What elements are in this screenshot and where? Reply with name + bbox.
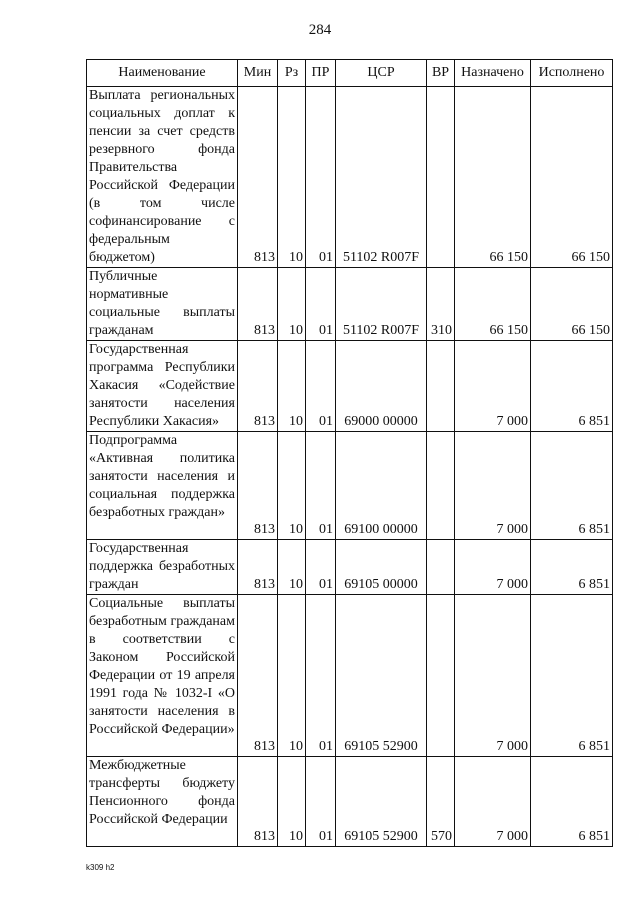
row-min: 813 bbox=[238, 432, 278, 540]
row-min: 813 bbox=[238, 341, 278, 432]
row-csr: 69000 00000 bbox=[336, 341, 427, 432]
row-name: Подпрограмма «Активная политика занятости населения и социальная поддержка безработных граждан» bbox=[87, 432, 238, 540]
row-assigned: 7 000 bbox=[455, 341, 531, 432]
row-min: 813 bbox=[238, 87, 278, 268]
row-rz: 10 bbox=[278, 595, 306, 757]
footer-code: k309 h2 bbox=[86, 863, 115, 872]
row-pr: 01 bbox=[306, 757, 336, 847]
header-assigned: Назначено bbox=[455, 60, 531, 87]
row-name: Публичные нормативные социальные выплаты гражданам bbox=[87, 268, 238, 341]
header-name: Наименование bbox=[87, 60, 238, 87]
row-pr: 01 bbox=[306, 432, 336, 540]
row-executed: 6 851 bbox=[531, 757, 613, 847]
row-executed: 6 851 bbox=[531, 540, 613, 595]
table-row bbox=[87, 87, 613, 268]
header-executed: Исполнено bbox=[531, 60, 613, 87]
row-vr: 570 bbox=[427, 757, 455, 847]
row-rz: 10 bbox=[278, 757, 306, 847]
row-csr: 69105 52900 bbox=[336, 595, 427, 757]
row-name: Государственная программа Республики Хакасия «Содействие занятости населения Республики Хакасия» bbox=[87, 341, 238, 432]
row-executed: 6 851 bbox=[531, 595, 613, 757]
row-csr: 69105 52900 bbox=[336, 757, 427, 847]
row-pr: 01 bbox=[306, 87, 336, 268]
row-executed: 6 851 bbox=[531, 341, 613, 432]
table-row bbox=[87, 432, 613, 540]
row-rz: 10 bbox=[278, 540, 306, 595]
row-name: Межбюджетные трансферты бюджету Пенсионного фонда Российской Федерации bbox=[87, 757, 238, 847]
row-rz: 10 bbox=[278, 87, 306, 268]
row-vr bbox=[427, 540, 455, 595]
row-csr: 69100 00000 bbox=[336, 432, 427, 540]
header-min: Мин bbox=[238, 60, 278, 87]
row-rz: 10 bbox=[278, 432, 306, 540]
row-min: 813 bbox=[238, 757, 278, 847]
row-assigned: 66 150 bbox=[455, 87, 531, 268]
header-rz: Рз bbox=[278, 60, 306, 87]
header-pr: ПР bbox=[306, 60, 336, 87]
row-name: Выплата региональных социальных доплат к пенсии за счет средств резервного фонда Правительства Российской Федерации (в том числе софинансирование с федеральным бюджетом) bbox=[87, 87, 238, 268]
row-min: 813 bbox=[238, 540, 278, 595]
table-row bbox=[87, 540, 613, 595]
row-executed: 66 150 bbox=[531, 87, 613, 268]
row-executed: 6 851 bbox=[531, 432, 613, 540]
row-min: 813 bbox=[238, 595, 278, 757]
row-executed: 66 150 bbox=[531, 268, 613, 341]
budget-table bbox=[86, 59, 613, 847]
row-assigned: 66 150 bbox=[455, 268, 531, 341]
row-assigned: 7 000 bbox=[455, 757, 531, 847]
row-assigned: 7 000 bbox=[455, 432, 531, 540]
row-min: 813 bbox=[238, 268, 278, 341]
row-assigned: 7 000 bbox=[455, 595, 531, 757]
row-assigned: 7 000 bbox=[455, 540, 531, 595]
row-name: Социальные выплаты безработным гражданам в соответствии с Законом Российской Федерации от 19 апреля 1991 года № 1032-I «О занятости населения в Российской Федерации» bbox=[87, 595, 238, 757]
table-row bbox=[87, 341, 613, 432]
row-rz: 10 bbox=[278, 341, 306, 432]
table-row bbox=[87, 268, 613, 341]
header-vr: ВР bbox=[427, 60, 455, 87]
row-vr bbox=[427, 595, 455, 757]
header-row bbox=[87, 60, 613, 87]
row-vr bbox=[427, 432, 455, 540]
row-vr: 310 bbox=[427, 268, 455, 341]
row-csr: 69105 00000 bbox=[336, 540, 427, 595]
row-csr: 51102 R007F bbox=[336, 268, 427, 341]
row-pr: 01 bbox=[306, 268, 336, 341]
row-vr bbox=[427, 341, 455, 432]
header-csr: ЦСР bbox=[336, 60, 427, 87]
table-row bbox=[87, 595, 613, 757]
row-name: Государственная поддержка безработных граждан bbox=[87, 540, 238, 595]
row-rz: 10 bbox=[278, 268, 306, 341]
row-vr bbox=[427, 87, 455, 268]
row-pr: 01 bbox=[306, 595, 336, 757]
row-pr: 01 bbox=[306, 540, 336, 595]
row-csr: 51102 R007F bbox=[336, 87, 427, 268]
row-pr: 01 bbox=[306, 341, 336, 432]
table-row bbox=[87, 757, 613, 847]
page-number: 284 bbox=[308, 22, 332, 38]
